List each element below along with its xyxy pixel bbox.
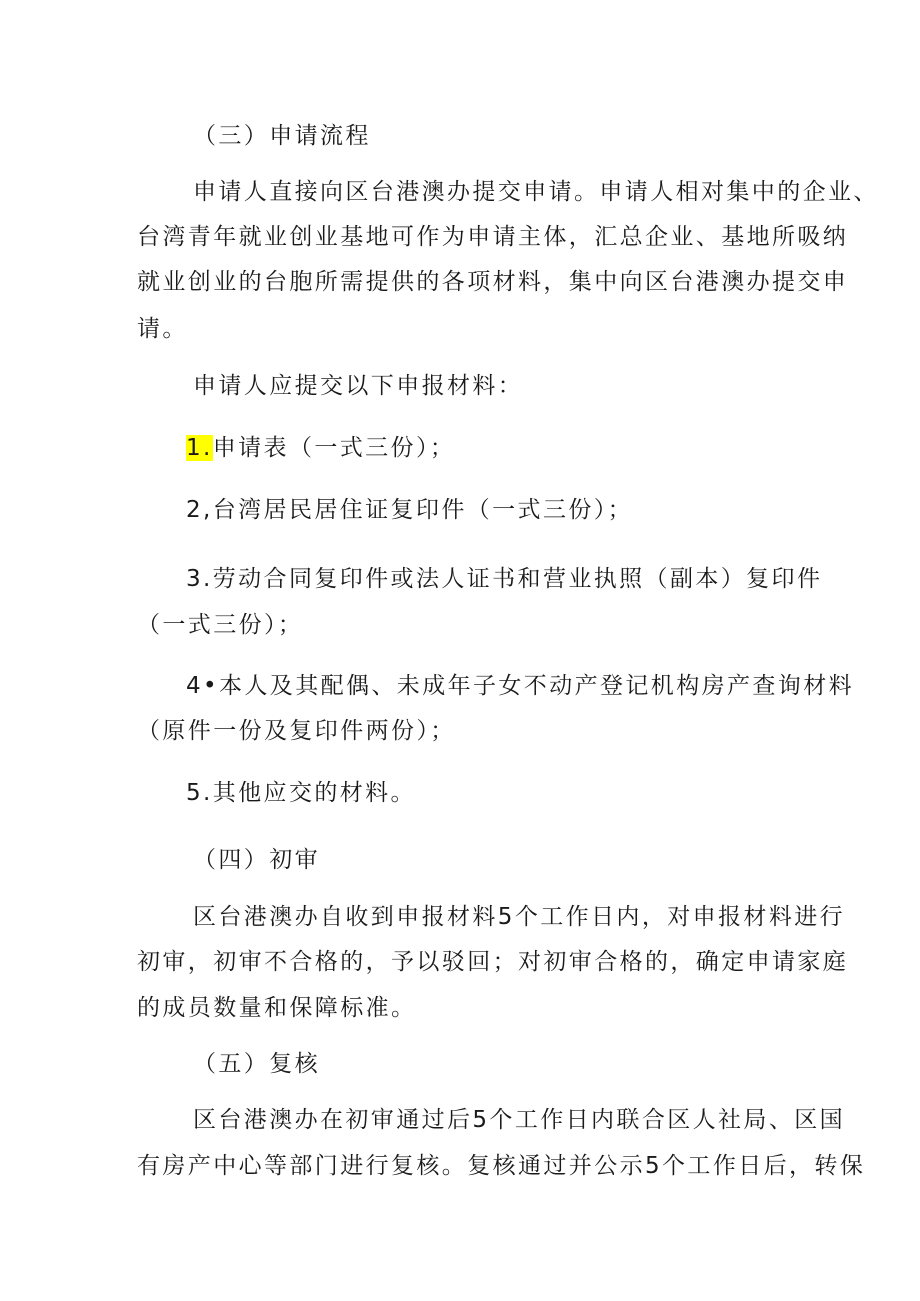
section-heading-application-process: （三）申请流程 <box>193 123 371 149</box>
list-item-3-continued: （一式三份）； <box>137 612 304 638</box>
highlighted-number: 1. <box>186 435 213 461</box>
list-item-5: 5.其他应交的材料。 <box>186 780 416 806</box>
paragraph-line: 请。 <box>137 316 188 342</box>
list-item-text: 申请表（一式三份）； <box>212 435 456 461</box>
paragraph-line: 的成员数量和保障标准。 <box>137 995 417 1021</box>
list-item-3: 3.劳动合同复印件或法人证书和营业执照（副本）复印件 <box>186 566 823 592</box>
list-item-4-continued: （原件一份及复印件两份）； <box>137 718 456 744</box>
paragraph-line: 就业创业的台胞所需提供的各项材料，集中向区台港澳办提交申 <box>137 269 849 295</box>
paragraph-line: 区台港澳办自收到申报材料5个工作日内，对申报材料进行 <box>193 904 846 930</box>
paragraph-line: 初审，初审不合格的，予以驳回；对初审合格的，确定申请家庭 <box>137 949 849 975</box>
section-heading-initial-review: （四）初审 <box>193 847 320 873</box>
paragraph-line: 区台港澳办在初审通过后5个工作日内联合区人社局、区国 <box>193 1107 846 1133</box>
section-heading-recheck: （五）复核 <box>193 1051 320 1077</box>
paragraph-line: 有房产中心等部门进行复核。复核通过并公示5个工作日后，转保 <box>137 1153 866 1179</box>
list-item-4: 4•本人及其配偶、未成年子女不动产登记机构房产查询材料 <box>186 673 854 699</box>
paragraph-line: 申请人直接向区台港澳办提交申请。申请人相对集中的企业、 <box>193 179 879 205</box>
list-item-2: 2,台湾居民居住证复印件（一式三份）； <box>186 497 634 523</box>
paragraph-line: 台湾青年就业创业基地可作为申请主体，汇总企业、基地所吸纳 <box>137 224 849 250</box>
list-item-1 <box>186 433 455 463</box>
materials-intro: 申请人应提交以下申报材料： <box>193 373 524 399</box>
